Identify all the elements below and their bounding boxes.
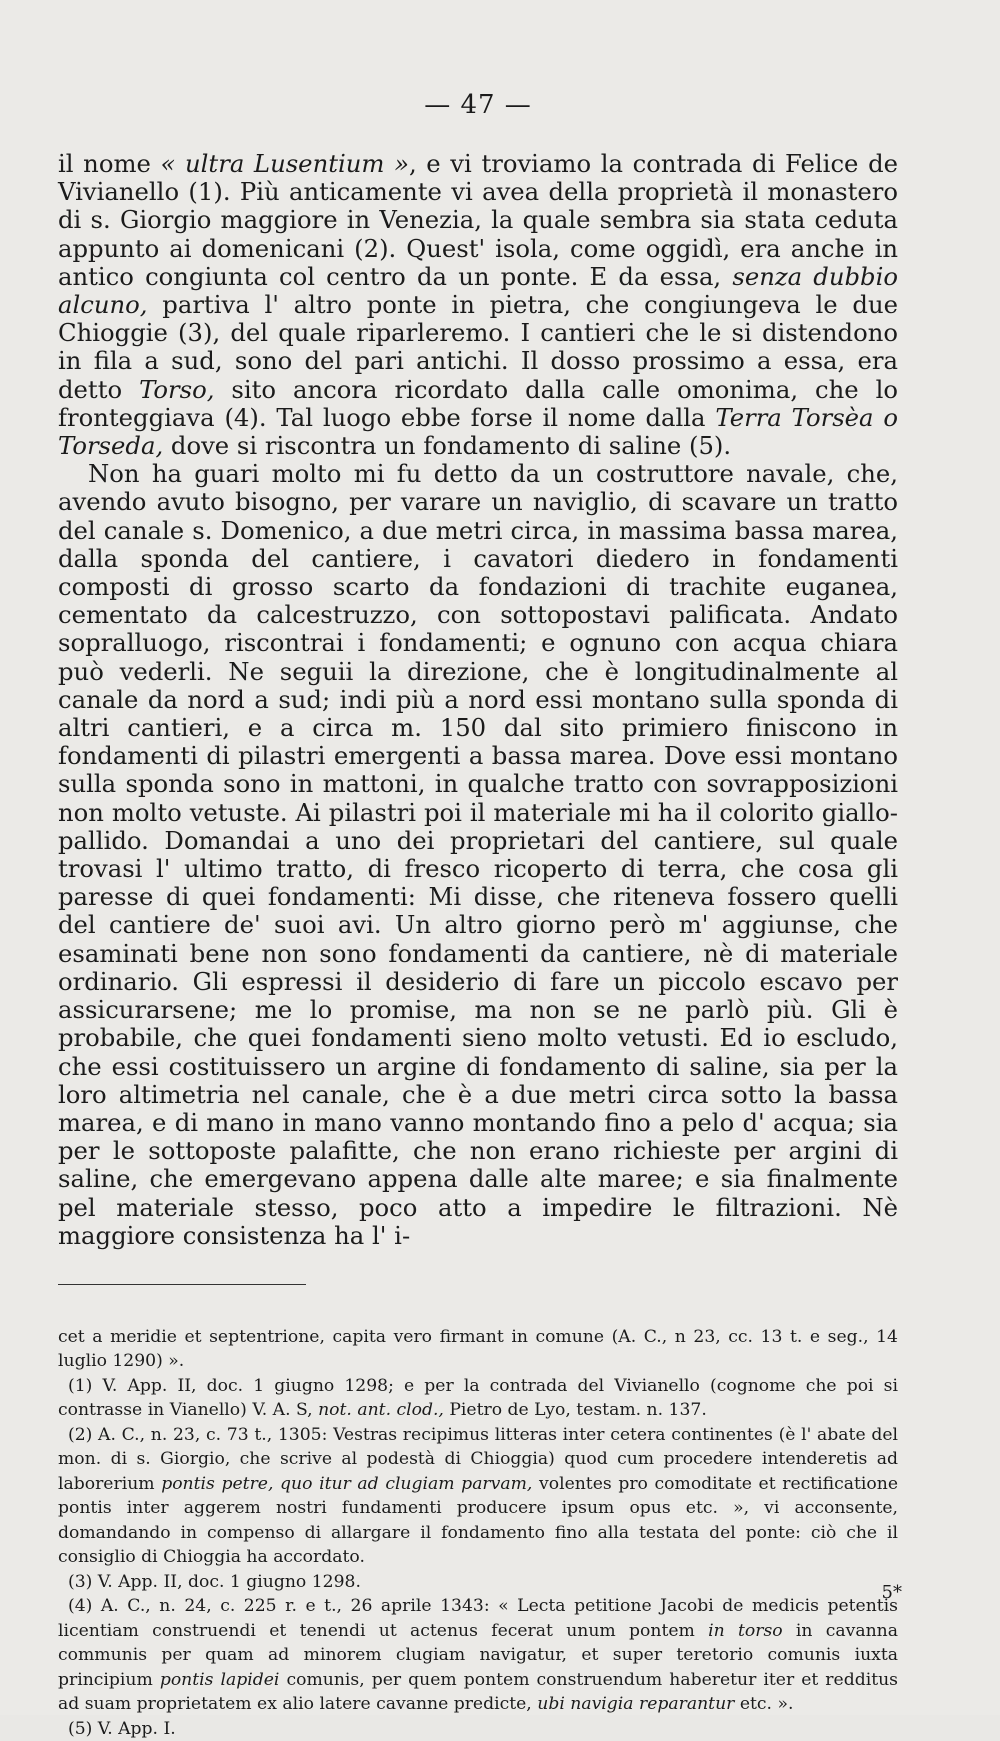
italic-text: not. ant. clod., xyxy=(318,1400,444,1421)
text-run: Non ha guari molto mi fu detto da un costruttore navale, che, avendo avuto bisogno, per varare un naviglio, di scavare un tratto del canale s. Domenico, a due metri circa, in massima bassa marea, dalla sponda del cantiere, i cavatori diedero in fondamenti composti di grosso scarto da fondazioni di trachite euganea, cementato da calcestruzzo, con sottopostavi palificata. Andato sopralluogo, riscontrai i fondamenti; e ognuno con acqua chiara può vederli. Ne seguii la direzione, che è longitudinalmente al canale da nord a sud; indi più a nord essi montano sulla sponda di altri cantieri, e a circa m. 150 dal sito primiero finiscono in fondamenti di pilastri emergenti a bassa marea. Dove essi montano sulla sponda sono in mattoni, in qualche tratto con sovrapposizioni non molto vetuste. Ai pilastri poi il materiale mi ha il colorito giallo-pallido. Domandai a uno dei proprietari del cantiere, sul quale trovasi l' ultimo tratto, di fresco ricoperto di terra, che cosa gli paresse di quei fondamenti: Mi disse, che riteneva fossero quelli del cantiere de' suoi avi. Un altro giorno però m' aggiunse, che esaminati bene non sono fondamenti da cantiere, nè di materiale ordinario. Gli espressi il desiderio di fare un piccolo escavo per assicurarsene; me lo promise, ma non se ne parlò più. Gli è probabile, che quei fondamenti sieno molto vetusti. Ed io escludo, che essi costituissero un argine di fondamento di saline, sia per la loro altimetria nel canale, che è a due metri circa sotto la bassa marea, e di mano in mano vanno montando fino a pelo d' acqua; sia per le sottoposte palafitte, che non erano richieste per argini di saline, che emergevano appena dalle alte maree; e sia finalmente pel materiale stesso, poco atto a impedire le filtrazioni. Nè maggiore consistenza ha l' i- xyxy=(58,459,898,1250)
footnote-1 xyxy=(58,1374,898,1423)
main-text xyxy=(58,150,898,1250)
footnote-5 xyxy=(58,1717,898,1741)
text-run: (3) V. App. II, doc. 1 giugno 1298. xyxy=(68,1571,361,1592)
text-run: cet a meridie et septentrione, capita vero firmant in comune (A. C., n 23, cc. 13 t. e seg., 14 luglio 1290) ». xyxy=(58,1326,898,1372)
italic-text: Torso, xyxy=(139,374,215,404)
text-run: (2) A. C., n. 23, c. 73 t., 1305: Vestras recipimus litteras inter cetera continentes (è l' abate del mon. di s. Giorgio, che scrive al podestà di Chioggia) quod cum procedere intenderetis ad laborerium xyxy=(58,1424,898,1494)
footnote-4 xyxy=(58,1594,898,1717)
italic-text: ubi navigia reparantur xyxy=(537,1694,735,1715)
text-run: Pietro de Lyo, testam. n. 137. xyxy=(443,1400,707,1421)
italic-text: senza dubbio alcuno, xyxy=(58,261,899,320)
text-run: dove si riscontra un fondamento di saline (5). xyxy=(163,431,732,461)
text-run: sito ancora ricordato dalla calle omonima, che lo fronteggiava (4). Tal luogo ebbe forse il nome dalla xyxy=(58,374,898,432)
italic-text: Terra Torsèa o Torseda, xyxy=(58,402,898,461)
italic-text: in torso xyxy=(708,1620,783,1641)
paragraph xyxy=(58,150,898,460)
text-run: il nome xyxy=(58,149,161,178)
text-run: (4) A. C., n. 24, c. 225 r. e t., 26 aprile 1343: « Lecta petitione Jacobi de medicis petentis licentiam construendi et tenendi ut actenus fecerat unum pontem xyxy=(58,1596,898,1641)
footnote-2 xyxy=(58,1423,898,1570)
text-run: , e vi troviamo la contrada di Felice de Vivianello (1). Più anticamente vi avea della proprietà il monastero di s. Giorgio maggiore in Venezia, la quale sembra sia stata ceduta appunto ai domenicani (2). Quest' isola, come oggidì, era anche in antico congiunta col centro da un ponte. E da essa, xyxy=(58,149,899,291)
signature-mark: 5* xyxy=(881,1582,902,1603)
page-number: — 47 — xyxy=(424,90,532,120)
text-run: volentes pro comoditate et rectificatione pontis inter aggerem nostri fundamenti producere ipsum opus etc. », vi acconsente, domandando in compenso di allargare il fondamento fino alla testata del ponte: ciò che il consiglio di Chioggia ha accordato. xyxy=(58,1473,898,1568)
text-run: (5) V. App. I. xyxy=(68,1718,176,1739)
text-run: comunis, per quem pontem construendum haberetur iter et redditus ad suam proprietatem ex alio latere cavanne predicte, xyxy=(58,1669,898,1715)
footnote-separator xyxy=(58,1284,306,1285)
italic-text: pontis lapidei xyxy=(159,1669,280,1690)
text-run: in cavanna communis per quam ad minorem clugiam navigatur, et super teretorio comunis iuxta principium xyxy=(58,1620,898,1690)
text-run: (1) V. App. II, doc. 1 giugno 1298; e per la contrada del Vivianello (cognome che poi si contrasse in Vianello) V. A. S, xyxy=(58,1375,898,1421)
footnote-3 xyxy=(58,1570,898,1595)
footnotes xyxy=(58,1325,898,1741)
paragraph xyxy=(58,460,898,1250)
italic-text: « ultra Lusentium » xyxy=(160,149,409,178)
text-run: etc. ». xyxy=(734,1694,794,1715)
text-run: partiva l' altro ponte in pietra, che congiungeva le due Chioggie (3), del quale riparleremo. I cantieri che le si distendono in fila a sud, sono del pari antichi. Il dosso prossimo a essa, era detto xyxy=(58,290,898,404)
italic-text: pontis petre, quo itur ad clugiam parvam, xyxy=(161,1473,533,1494)
footnote-continuation xyxy=(58,1325,898,1374)
